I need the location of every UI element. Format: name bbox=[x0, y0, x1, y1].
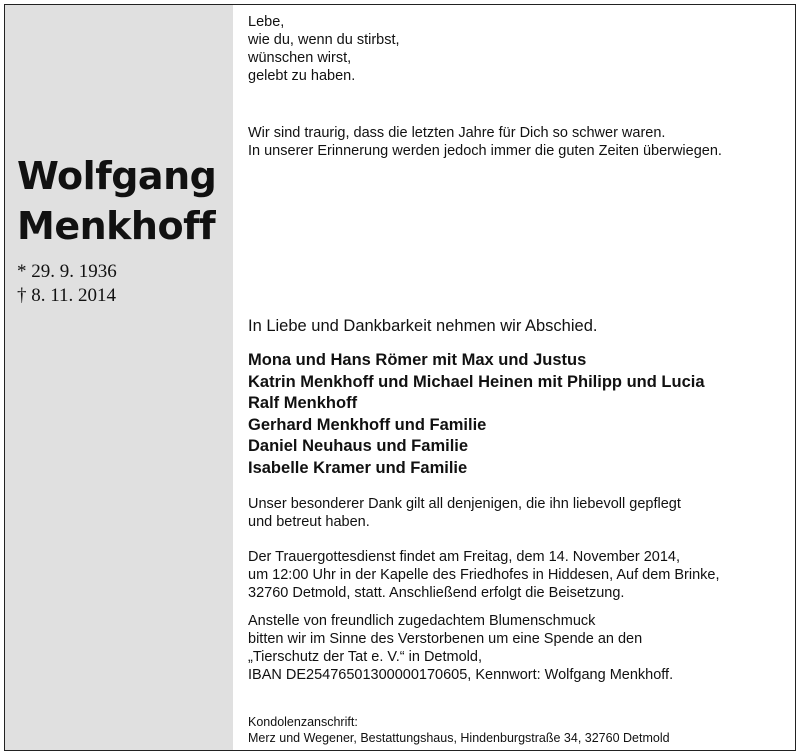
family-member: Mona und Hans Römer mit Max und Justus bbox=[248, 351, 587, 369]
death-date: † 8. 11. 2014 bbox=[17, 285, 117, 306]
service-line: 32760 Detmold, statt. Anschließend erfolgt die Beisetzung. bbox=[248, 585, 625, 601]
condolence-address bbox=[248, 714, 670, 746]
name-panel bbox=[5, 5, 233, 750]
poem-line: gelebt zu haben. bbox=[248, 68, 356, 84]
family-member: Ralf Menkhoff bbox=[248, 394, 358, 412]
thanks bbox=[248, 495, 681, 531]
donation-line: Anstelle von freundlich zugedachtem Blumenschmuck bbox=[248, 613, 596, 629]
family-member: Gerhard Menkhoff und Familie bbox=[248, 415, 487, 434]
family-list bbox=[248, 350, 705, 479]
poem-line: wie du, wenn du stirbst, bbox=[248, 32, 400, 48]
last-name: Menkhoff bbox=[17, 204, 216, 248]
service-info bbox=[248, 548, 720, 602]
thanks-line: Unser besonderer Dank gilt all denjenigen, die ihn liebevoll gepflegt bbox=[248, 496, 681, 512]
thanks-line: und betreut haben. bbox=[248, 514, 370, 530]
obituary-notice bbox=[4, 4, 796, 751]
first-name: Wolfgang bbox=[17, 154, 217, 198]
poem-line: Lebe, bbox=[248, 14, 285, 30]
family-member: Katrin Menkhoff und Michael Heinen mit Philipp und Lucia bbox=[248, 372, 705, 391]
condolence-address-line: Merz und Wegener, Bestattungshaus, Hindenburgstraße 34, 32760 Detmold bbox=[248, 731, 670, 745]
message-line: In unserer Erinnerung werden jedoch immer die guten Zeiten überwiegen. bbox=[248, 143, 722, 159]
poem bbox=[248, 13, 400, 85]
life-dates bbox=[17, 260, 117, 308]
condolence-label: Kondolenzanschrift: bbox=[248, 715, 358, 729]
family-member: Isabelle Kramer und Familie bbox=[248, 458, 468, 477]
donation-info bbox=[248, 612, 673, 684]
donation-line: bitten wir im Sinne des Verstorbenen um eine Spende an den bbox=[248, 631, 643, 647]
deceased-name bbox=[17, 151, 216, 251]
service-line: um 12:00 Uhr in der Kapelle des Friedhofes in Hiddesen, Auf dem Brinke, bbox=[248, 567, 720, 583]
birth-date: * 29. 9. 1936 bbox=[17, 261, 117, 282]
service-line: Der Trauergottesdienst findet am Freitag, dem 14. November 2014, bbox=[248, 549, 680, 565]
poem-line: wünschen wirst, bbox=[248, 50, 352, 66]
message bbox=[248, 124, 722, 160]
farewell-line: In Liebe und Dankbarkeit nehmen wir Abschied. bbox=[248, 317, 598, 335]
donation-line: IBAN DE25476501300000170605, Kennwort: Wolfgang Menkhoff. bbox=[248, 667, 674, 683]
family-member: Daniel Neuhaus und Familie bbox=[248, 437, 469, 455]
donation-line: „Tierschutz der Tat e. V.“ in Detmold, bbox=[248, 649, 482, 665]
message-line: Wir sind traurig, dass die letzten Jahre für Dich so schwer waren. bbox=[248, 125, 666, 141]
